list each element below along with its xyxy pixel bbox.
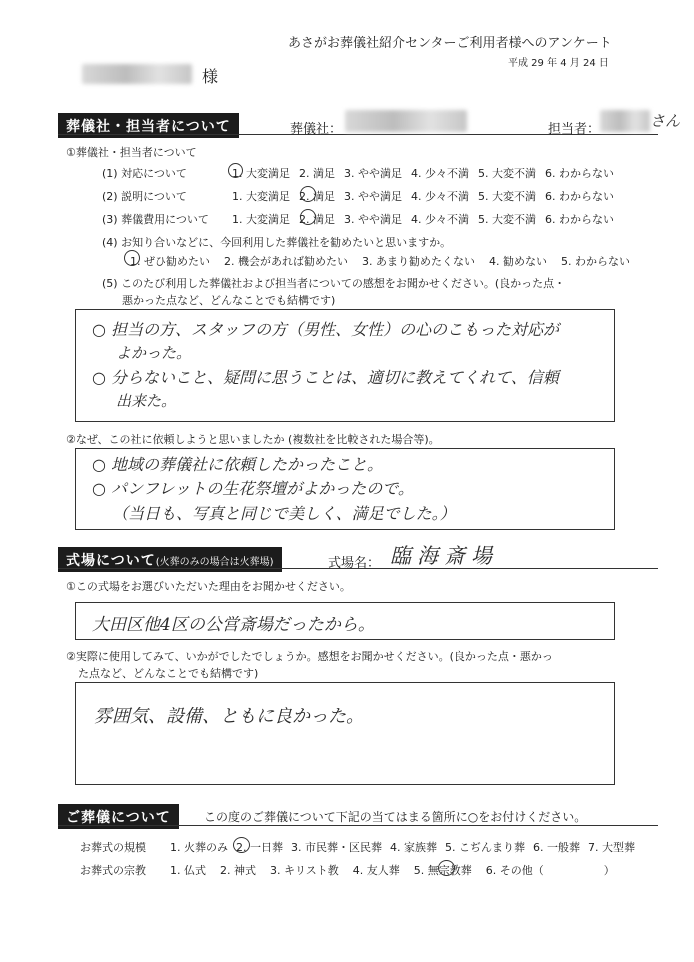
section-funeral-company-heading: 葬儀社・担当者について [58, 113, 239, 138]
q3-option[interactable]: 2. 満足 [299, 213, 335, 226]
scale-option[interactable]: 7. 大型葬 [588, 841, 635, 854]
q4-option[interactable]: 4. 勧めない [489, 255, 547, 268]
q3-options [232, 211, 623, 227]
scale-option[interactable]: 1. 火葬のみ [170, 841, 228, 854]
q2-options [232, 188, 623, 204]
q1-selected-circle [228, 163, 243, 178]
q4-option[interactable]: 5. わからない [561, 255, 630, 268]
why-answer-line: （当日も、写真と同じで美しく、満足でした。） [112, 504, 456, 523]
scale-label: お葬式の規模 [80, 841, 146, 854]
staff-suffix: さん [650, 112, 681, 130]
q3-selected-circle [300, 209, 316, 225]
q3-option[interactable]: 4. 少々不満 [411, 213, 469, 226]
q5-label-line2: 悪かった点など、どんなことでも結構です) [122, 294, 336, 307]
customer-name-redacted [82, 64, 192, 84]
q5-answer-line: ○ 分らないこと、疑問に思うことは、適切に教えてくれて、信頼 [92, 368, 559, 387]
q5-answer-line: ○ 担当の方、スタッフの方（男性、女性）の心のこもった対応が [92, 320, 560, 339]
scale-option[interactable]: 4. 家族葬 [390, 841, 437, 854]
section3-instruction: この度のご葬儀について下記の当てはまる箇所に○をお付けください。 [204, 810, 587, 824]
staff-label: 担当者： [548, 122, 601, 137]
q4-option[interactable]: 2. 機会があれば勧めたい [224, 255, 348, 268]
scale-option[interactable]: 5. こぢんまり葬 [445, 841, 525, 854]
q1-option[interactable]: 2. 満足 [299, 167, 335, 180]
why-answer-line: ○ 地域の葬儀社に依頼したかったこと。 [92, 455, 384, 474]
company-name-redacted [345, 110, 467, 132]
q2-option[interactable]: 6. わからない [545, 190, 614, 203]
religion-label: お葬式の宗教 [80, 864, 146, 877]
scale-option[interactable]: 6. 一般葬 [533, 841, 580, 854]
religion-option[interactable]: 3. キリスト教 [270, 864, 339, 877]
venue-impression-label-line2: た点など、どんなことでも結構です) [78, 667, 259, 680]
q3-option[interactable]: 1. 大変満足 [232, 213, 290, 226]
survey-title: あさがお葬儀社紹介センターご利用者様へのアンケート [288, 36, 612, 51]
q3-option[interactable]: 6. わからない [545, 213, 614, 226]
q4-option[interactable]: 3. あまり勧めたくない [362, 255, 475, 268]
staff-name-redacted [600, 110, 650, 132]
q4-selected-circle [124, 250, 140, 266]
q2-option[interactable]: 5. 大変不満 [478, 190, 536, 203]
q2-selected-circle [300, 186, 316, 202]
venue-name: 臨海斎場 [390, 544, 498, 568]
section-funeral-heading: ご葬儀について [58, 804, 179, 829]
section3-rule [58, 825, 658, 826]
q3-option[interactable]: 3. やや満足 [344, 213, 402, 226]
venue-impression-label: ②実際に使用してみて、いかがでしたでしょうか。感想をお聞かせください。(良かった点・悪かっ [66, 650, 553, 663]
q1-label: (1) 対応について [102, 167, 187, 180]
venue-label: 式場名： [328, 556, 381, 571]
company-label: 葬儀社： [290, 122, 343, 137]
q5-answer-line: よかった。 [116, 344, 192, 362]
venue-impression-box[interactable] [75, 682, 615, 785]
religion-option[interactable]: 1. 仏式 [170, 864, 206, 877]
venue-heading-text: 式場について [66, 553, 156, 569]
q2-option[interactable]: 3. やや満足 [344, 190, 402, 203]
q2-label: (2) 説明について [102, 190, 187, 203]
why-answer-line: ○ パンフレットの生花祭壇がよかったので。 [92, 479, 414, 498]
q1-options [232, 165, 623, 181]
religion-option[interactable]: 6. その他（ [485, 864, 544, 877]
q1-option[interactable]: 5. 大変不満 [478, 167, 536, 180]
q4-option[interactable]: 1. ぜひ勧めたい [130, 255, 210, 268]
scale-option[interactable]: 3. 市民葬・区民葬 [291, 841, 382, 854]
survey-date: 平成 29 年 4 月 24 日 [508, 58, 609, 69]
q3-option[interactable]: 5. 大変不満 [478, 213, 536, 226]
venue-impression-answer: 雰囲気、設備、ともに良かった。 [94, 706, 364, 727]
religion-option-close: ） [603, 864, 615, 877]
q1-option[interactable]: 1. 大変満足 [232, 167, 290, 180]
q2-option[interactable]: 4. 少々不満 [411, 190, 469, 203]
religion-options [170, 862, 624, 878]
customer-honorific: 様 [202, 67, 219, 86]
subheading-company-staff: ①葬儀社・担当者について [66, 146, 197, 159]
why-chose-label: ②なぜ、この社に依頼しようと思いましたか (複数社を比較された場合等)。 [66, 433, 440, 446]
venue-reason-label: ①この式場をお選びいただいた理由をお聞かせください。 [66, 580, 351, 593]
q2-option[interactable]: 2. 満足 [299, 190, 335, 203]
q1-option[interactable]: 3. やや満足 [344, 167, 402, 180]
q1-option[interactable]: 4. 少々不満 [411, 167, 469, 180]
venue-reason-answer: 大田区他4区の公営斎場だったから。 [92, 615, 375, 635]
q5-label: (5) このたび利用した葬儀社および担当者についての感想をお聞かせください。(良かった点・ [102, 277, 566, 290]
q1-option[interactable]: 6. わからない [545, 167, 614, 180]
scale-selected-circle [233, 837, 250, 853]
q4-label: (4) お知り合いなどに、今回利用した葬儀社を勧めたいと思いますか。 [102, 236, 452, 249]
venue-heading-note: (火葬のみの場合は火葬場) [155, 557, 274, 568]
religion-option[interactable]: 5. 無宗教葬 [413, 864, 472, 877]
q5-answer-line: 出来た。 [116, 392, 177, 410]
q3-label: (3) 葬儀費用について [102, 213, 209, 226]
q4-options [130, 253, 639, 269]
religion-selected-circle [438, 860, 455, 876]
religion-option[interactable]: 2. 神式 [220, 864, 256, 877]
religion-option[interactable]: 4. 友人葬 [352, 864, 400, 877]
q2-option[interactable]: 1. 大変満足 [232, 190, 290, 203]
scale-option[interactable]: 2. 一日葬 [236, 841, 283, 854]
